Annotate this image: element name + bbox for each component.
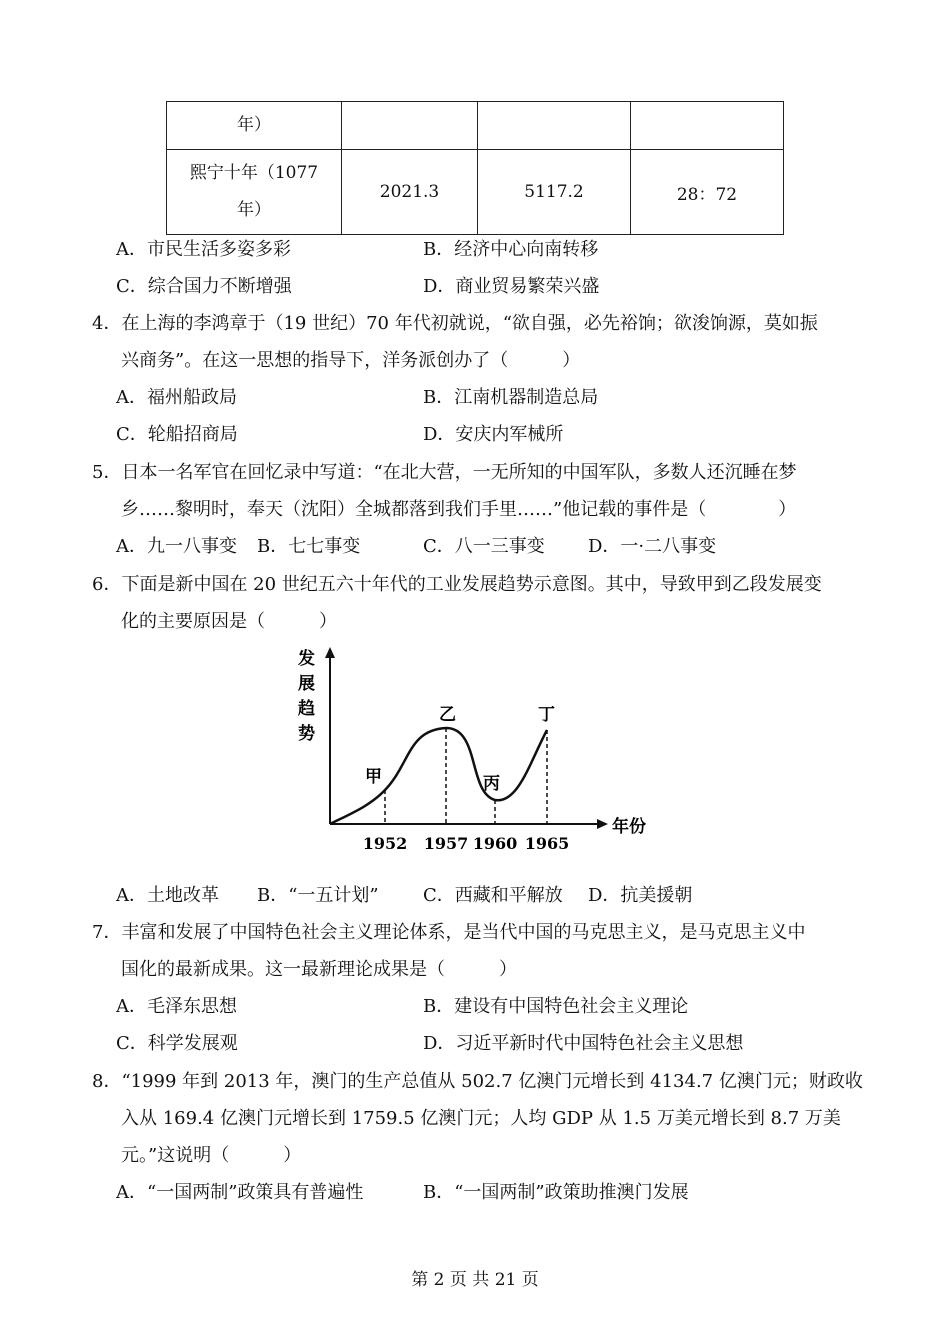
q7-option-a: A．毛泽东思想 [116,996,237,1017]
table-cell [167,102,342,150]
point-label: 丁 [538,705,555,725]
table-cell [342,102,478,150]
q6-option-d: D．抗美援朝 [588,885,693,906]
table-row [167,150,784,235]
q4-option-c: C．轮船招商局 [116,424,238,445]
q3-option-a: A．市民生活多姿多彩 [116,239,291,260]
q5-option-c: C．八一三事变 [423,536,545,557]
q6-option-c: C．西藏和平解放 [423,885,563,906]
table-cell: 5117.2 [478,150,631,235]
q4-stem-line1: 4．在上海的李鸿章于（19 世纪）70 年代初就说，“欲自强，必先裕饷；欲浚饷源，莫如振 [92,313,818,334]
q5-stem-line1: 5．日本一名军官在回忆录中写道：“在北大营，一无所知的中国军队，多数人还沉睡在梦 [92,462,797,483]
y-axis-arrow [325,647,335,658]
q5-stem-line2: 乡……黎明时，奉天（沈阳）全城都落到我们手里……”他记载的事件是（ ） [121,499,797,520]
cell-text: 年） [237,115,271,135]
trend-curve [330,728,547,824]
x-tick-label: 1952 [362,834,408,853]
table-row [167,102,784,150]
point-label: 丙 [483,774,500,794]
x-tick-label: 1965 [524,834,570,853]
q7-option-c: C．科学发展观 [116,1033,238,1054]
q4-option-a: A．福州船政局 [116,387,237,408]
q8-option-b: B．“一国两制”政策助推澳门发展 [423,1182,689,1203]
q8-option-a: A．“一国两制”政策具有普遍性 [116,1182,364,1203]
q6-option-a: A．土地改革 [116,885,219,906]
q8-stem-line3: 元。”这说明（ ） [121,1145,302,1166]
q5-option-d: D．一·二八事变 [588,536,717,557]
q5-option-a: A．九一八事变 [116,536,237,557]
x-axis-arrow [597,819,608,829]
table-cell: 28：72 [631,150,784,235]
table-cell: 2021.3 [342,150,478,235]
point-label: 乙 [439,705,456,725]
table-cell [478,102,631,150]
q7-option-b: B．建设有中国特色社会主义理论 [423,996,689,1017]
table-cell [631,102,784,150]
y-axis-label: 发展趋势 [298,649,315,744]
q4-option-b: B．江南机器制造总局 [423,387,599,408]
q7-stem-line1: 7．丰富和发展了中国特色社会主义理论体系，是当代中国的马克思主义，是马克思主义中 [92,922,806,943]
q6-stem-line2: 化的主要原因是（ ） [121,611,337,632]
q5-option-b: B．七七事变 [257,536,361,557]
x-axis-label: 年份 [612,817,646,837]
q8-stem-line2: 入从 169.4 亿澳门元增长到 1759.5 亿澳门元；人均 GDP 从 1.5 万美元增长到 8.7 万美 [121,1108,841,1129]
q4-option-d: D．安庆内军械所 [423,424,564,445]
cell-text-line2: 年） [237,200,271,220]
q3-option-d: D．商业贸易繁荣兴盛 [423,276,600,297]
q6-option-b: B．“一五计划” [257,885,379,906]
q3-option-b: B．经济中心向南转移 [423,239,599,260]
q6-stem-line1: 6．下面是新中国在 20 世纪五六十年代的工业发展趋势示意图。其中，导致甲到乙段发展变 [92,574,822,595]
q8-stem-line1: 8．“1999 年到 2013 年，澳门的生产总值从 502.7 亿澳门元增长到 4134.7 亿澳门元；财政收 [92,1071,863,1092]
point-label: 甲 [365,767,382,787]
q7-stem-line2: 国化的最新成果。这一最新理论成果是（ ） [121,959,517,980]
q3-option-c: C．综合国力不断增强 [116,276,292,297]
cell-text-line1: 熙宁十年（1077 [189,163,319,183]
page-footer: 第 2 页 共 21 页 [411,1270,539,1290]
data-table [166,101,784,235]
x-tick-label: 1960 [472,834,518,853]
x-tick-label: 1957 [423,834,469,853]
table-cell [167,150,342,235]
q4-stem-line2: 兴商务”。在这一思想的指导下，洋务派创办了（ ） [121,350,581,371]
industrial-trend-chart [290,642,670,867]
q7-option-d: D．习近平新时代中国特色社会主义思想 [423,1033,744,1054]
